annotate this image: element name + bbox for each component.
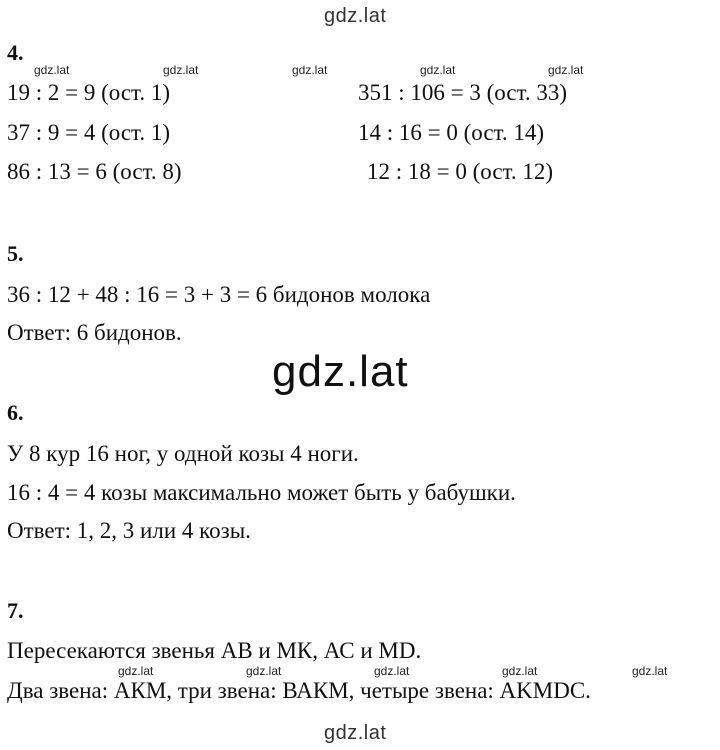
equation-line: 12 : 18 = 0 (ост. 12) bbox=[367, 159, 554, 184]
watermark-bottom: gdz.lat bbox=[324, 722, 387, 744]
equation-line: 351 : 106 = 3 (ост. 33) bbox=[358, 80, 568, 105]
watermark-small: gdz.lat bbox=[548, 63, 584, 77]
watermark-small: gdz.lat bbox=[420, 63, 456, 77]
equation-line: 19 : 2 = 9 (ост. 1) bbox=[7, 80, 171, 105]
watermark-small: gdz.lat bbox=[118, 664, 154, 678]
equation-line: 37 : 9 = 4 (ост. 1) bbox=[7, 120, 171, 145]
task-number: 7. bbox=[7, 598, 24, 623]
task-number: 4. bbox=[7, 40, 24, 65]
text-line: Пересекаются звенья АВ и МК, АС и МD. bbox=[7, 638, 422, 663]
equation-line: 86 : 13 = 6 (ост. 8) bbox=[7, 159, 182, 184]
text-line: 36 : 12 + 48 : 16 = 3 + 3 = 6 бидонов молока bbox=[7, 282, 431, 307]
text-line: Два звена: АКМ, три звена: ВАКМ, четыре звена: АKMDC. bbox=[7, 678, 591, 703]
watermark-small: gdz.lat bbox=[502, 664, 538, 678]
equation-line: 14 : 16 = 0 (ост. 14) bbox=[358, 120, 545, 145]
task-number: 6. bbox=[7, 400, 24, 425]
watermark-small: gdz.lat bbox=[246, 664, 282, 678]
task-number: 5. bbox=[7, 241, 24, 266]
text-line: Ответ: 6 бидонов. bbox=[7, 320, 182, 345]
text-line: Ответ: 1, 2, 3 или 4 козы. bbox=[7, 518, 251, 543]
watermark-small: gdz.lat bbox=[374, 664, 410, 678]
watermark-center: gdz.lat bbox=[272, 347, 409, 396]
watermark-small: gdz.lat bbox=[292, 63, 328, 77]
text-line: 16 : 4 = 4 козы максимально может быть у бабушки. bbox=[7, 480, 516, 505]
watermark-small: gdz.lat bbox=[163, 63, 199, 77]
watermark-small: gdz.lat bbox=[632, 664, 668, 678]
watermark-small: gdz.lat bbox=[34, 63, 70, 77]
text-line: У 8 кур 16 ног, у одной козы 4 ноги. bbox=[7, 441, 359, 466]
watermark-top: gdz.lat bbox=[324, 5, 387, 27]
